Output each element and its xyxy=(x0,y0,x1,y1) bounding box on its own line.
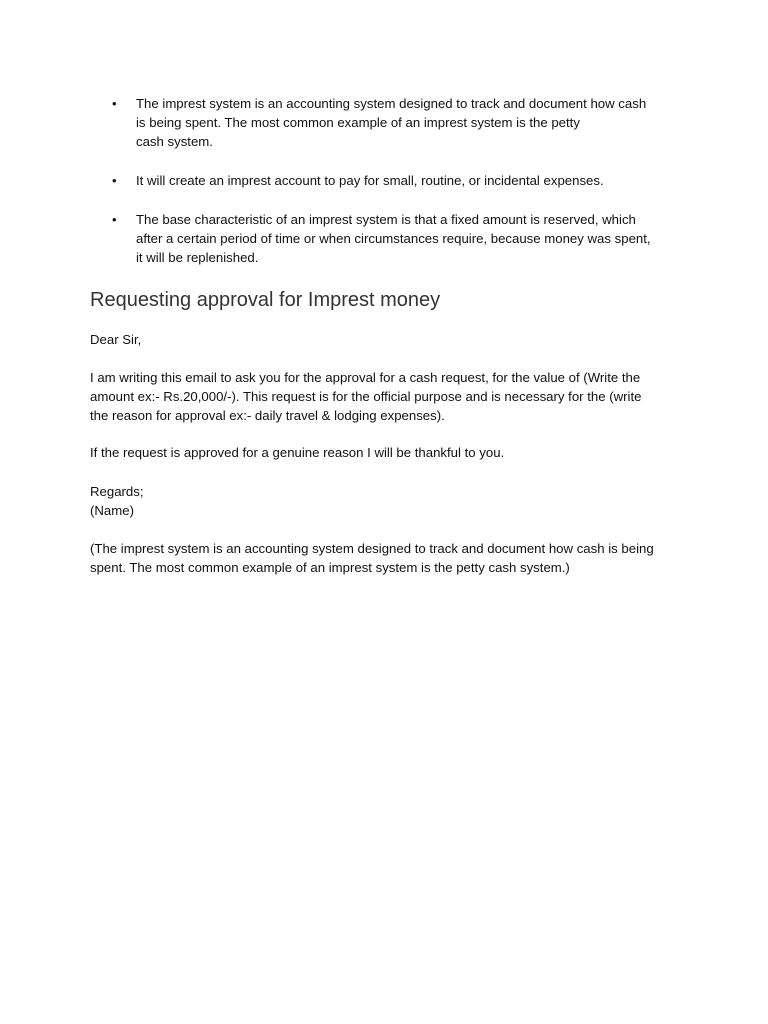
body-line: the reason for approval ex:- daily travel & lodging expenses). xyxy=(90,408,445,423)
bullet-line: It will create an imprest account to pay for small, routine, or incidental expenses. xyxy=(136,173,604,188)
bullet-dot-icon: • xyxy=(112,96,117,111)
bullet-item xyxy=(108,94,688,151)
bullet-line: cash system. xyxy=(136,134,213,149)
bullet-line: is being spent. The most common example of an imprest system is the petty xyxy=(136,115,580,130)
bullet-dot-icon: • xyxy=(112,212,117,227)
name-placeholder: (Name) xyxy=(90,503,134,518)
closing-paragraph: If the request is approved for a genuine reason I will be thankful to you. xyxy=(90,445,505,460)
body-line: I am writing this email to ask you for the approval for a cash request, for the value of (Write the xyxy=(90,370,641,385)
body-paragraph xyxy=(90,368,690,425)
bullet-item xyxy=(108,171,688,190)
bullet-list xyxy=(108,94,688,287)
bullet-dot-icon: • xyxy=(112,173,117,188)
bullet-line: The base characteristic of an imprest system is that a fixed amount is reserved, which xyxy=(136,212,636,227)
footnote-paragraph xyxy=(90,539,690,577)
bullet-line: The imprest system is an accounting system designed to track and document how cash xyxy=(136,96,647,111)
signoff-block xyxy=(90,482,690,520)
salutation: Dear Sir, xyxy=(90,332,142,347)
body-line: amount ex:- Rs.20,000/-). This request is for the official purpose and is necessary for the (write xyxy=(90,389,642,404)
regards-text: Regards; xyxy=(90,484,144,499)
bullet-line: it will be replenished. xyxy=(136,250,259,265)
section-heading: Requesting approval for Imprest money xyxy=(90,289,441,311)
footnote-line: (The imprest system is an accounting system designed to track and document how cash is being xyxy=(90,541,654,556)
footnote-line: spent. The most common example of an imprest system is the petty cash system.) xyxy=(90,560,570,575)
bullet-line: after a certain period of time or when circumstances require, because money was spent, xyxy=(136,231,651,246)
bullet-item xyxy=(108,210,688,267)
